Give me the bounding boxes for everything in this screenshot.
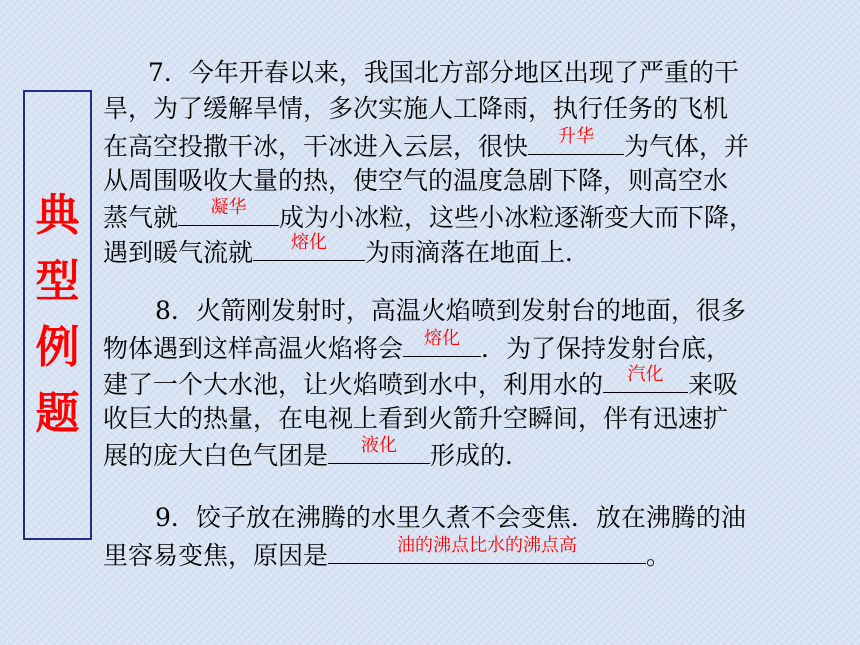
q7-text: 为气体，并 [624, 132, 750, 161]
q8-line-5 [103, 435, 531, 471]
q8-text: 来吸 [688, 370, 739, 399]
q9-blank-1 [328, 535, 646, 564]
q8-answer-2: 汽化 [627, 364, 664, 385]
q7-blank-1 [528, 126, 624, 155]
example-title-box [23, 90, 92, 540]
q9-text: 里容易变焦，原因是 [103, 541, 329, 570]
title-char: 典 [35, 190, 80, 241]
q9-line-1: 9．饺子放在沸腾的水里久煮不会变焦．放在沸腾的油 [155, 503, 746, 532]
q8-blank-3 [328, 435, 430, 464]
q7-line-5 [103, 197, 755, 233]
title-char: 题 [35, 388, 80, 439]
q9-answer-1: 油的沸点比水的沸点高 [397, 535, 578, 556]
q9-line-2 [103, 535, 672, 571]
q8-text: 建了一个大水池，让火焰喷到水中，利用水的 [103, 370, 604, 399]
q7-line-4: 从周围吸收大量的热，使空气的温度急剧下降，则高空水 [103, 166, 729, 195]
q7-blank-2 [178, 197, 279, 226]
q7-text: 为雨滴落在地面上． [365, 238, 591, 267]
title-char: 型 [35, 256, 80, 307]
q7-text: 在高空投撒干冰，干冰进入云层，很快 [103, 132, 529, 161]
title-char: 例 [35, 322, 80, 373]
q9-text: 。 [646, 541, 672, 570]
q7-answer-3: 熔化 [291, 232, 328, 253]
q7-blank-3 [253, 232, 365, 261]
q7-line-2: 旱，为了缓解旱情，多次实施人工降雨，执行任务的飞机 [103, 94, 729, 123]
q7-answer-2: 凝华 [210, 197, 247, 218]
q7-line-3 [103, 126, 750, 162]
q7-answer-1: 升华 [558, 126, 595, 147]
q7-line-6 [103, 232, 591, 268]
q8-blank-2 [603, 364, 688, 393]
q8-answer-1: 熔化 [424, 328, 461, 349]
q7-text: 遇到暖气流就 [103, 238, 254, 267]
q8-text: 物体遇到这样高温火焰将会 [103, 334, 404, 363]
q8-text: 展的庞大白色气团是 [103, 441, 329, 470]
q8-line-3 [103, 364, 739, 400]
q7-text: 成为小冰粒，这些小冰粒逐渐变大而下降， [279, 203, 755, 232]
q8-line-2 [103, 328, 732, 364]
q8-text: ．为了保持发射台底， [481, 334, 732, 363]
q7-text: 蒸气就 [103, 203, 179, 232]
q8-line-4: 收巨大的热量，在电视上看到火箭升空瞬间，伴有迅速扩 [103, 404, 729, 433]
q8-answer-3: 液化 [361, 435, 398, 456]
q7-line-1: 7．今年开春以来，我国北方部分地区出现了严重的干 [148, 58, 739, 87]
q8-text: 形成的． [430, 441, 531, 470]
q8-line-1: 8．火箭刚发射时，高温火焰喷到发射台的地面，很多 [155, 296, 746, 325]
q8-blank-1 [403, 328, 481, 357]
